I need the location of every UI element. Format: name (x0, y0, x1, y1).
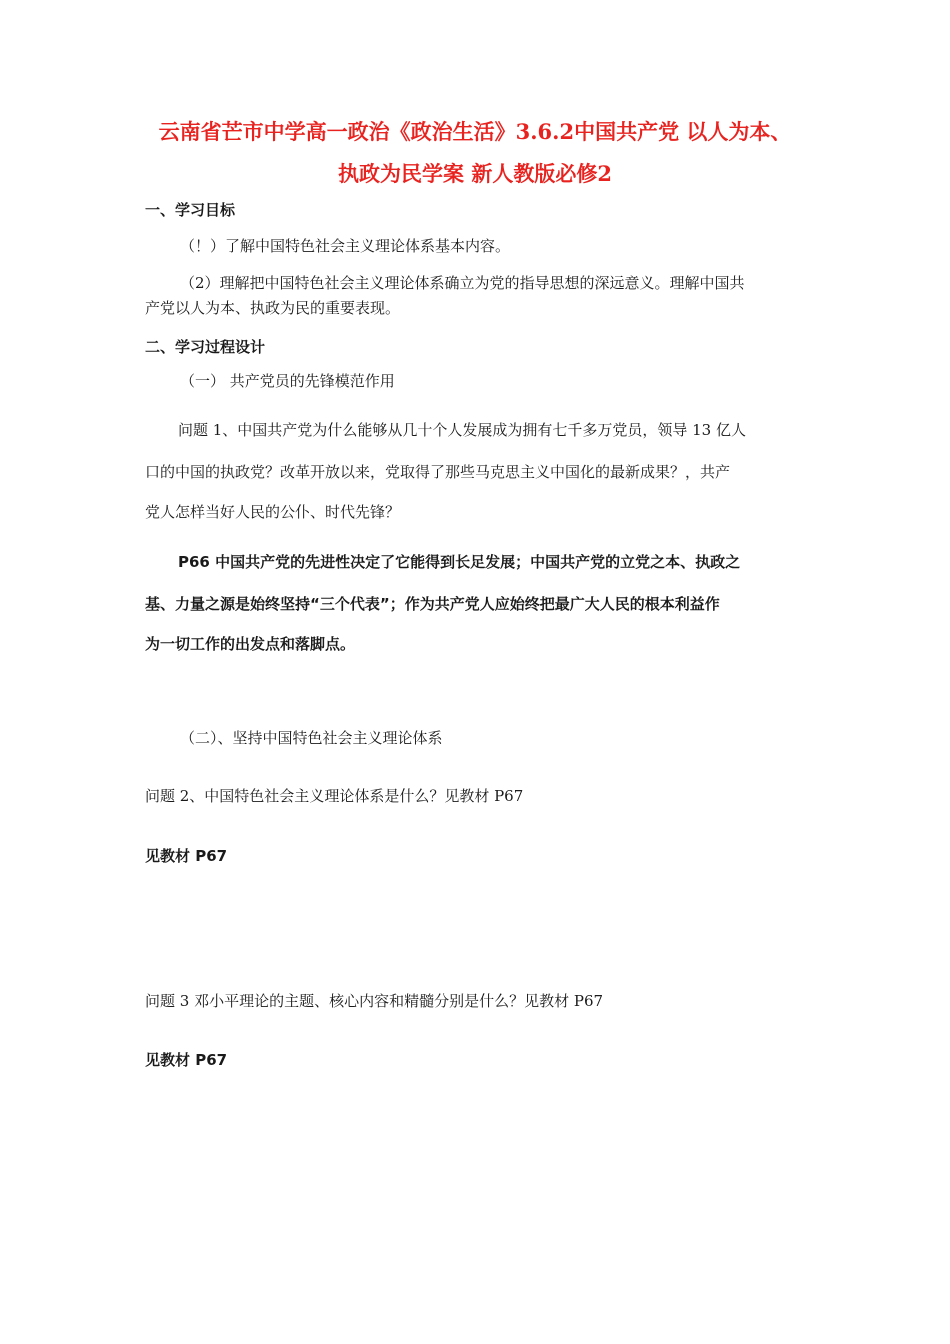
question-1-line-2: 口的中国的执政党？改革开放以来，党取得了那些马克思主义中国化的最新成果？，共产 (145, 463, 731, 481)
question-1-line-3: 党人怎样当好人民的公仆、时代先锋？ (145, 503, 401, 521)
section-heading-learning-process: 二、学习过程设计 (145, 338, 266, 356)
answer-3: 见教材 P67 (145, 1051, 228, 1069)
question-3: 问题 3 邓小平理论的主题、核心内容和精髓分别是什么？见教材 P67 (145, 992, 604, 1010)
document-title-line-2: 执政为民学案 新人教版必修2 (338, 161, 612, 186)
answer-1-line-3: 为一切工作的出发点和落脚点。 (145, 635, 356, 653)
part-2-title: （二）、坚持中国特色社会主义理论体系 (180, 729, 443, 747)
document-title-line-1: 云南省芒市中学高一政治《政治生活》3.6.2中国共产党 以人为本、 (158, 119, 792, 144)
answer-1-line-1: P66 中国共产党的先进性决定了它能得到长足发展；中国共产党的立党之本、执政之 (178, 553, 741, 571)
answer-2: 见教材 P67 (145, 847, 228, 865)
question-1-line-1: 问题 1、中国共产党为什么能够从几十个人发展成为拥有七千多万党员，领导 13 亿人 (178, 421, 746, 439)
learning-goal-2-line-2: 产党以人为本、执政为民的重要表现。 (145, 299, 401, 317)
learning-goal-1: （！）了解中国特色社会主义理论体系基本内容。 (180, 237, 511, 255)
learning-goal-2-line-1: （2）理解把中国特色社会主义理论体系确立为党的指导思想的深远意义。理解中国共 (180, 274, 745, 292)
section-heading-learning-goals: 一、学习目标 (145, 201, 236, 219)
answer-1-line-2: 基、力量之源是始终坚持“三个代表”；作为共产党人应始终把最广大人民的根本利益作 (145, 595, 720, 613)
part-1-title: （一） 共产党员的先锋模范作用 (180, 372, 395, 390)
question-2: 问题 2、中国特色社会主义理论体系是什么？见教材 P67 (145, 787, 524, 805)
